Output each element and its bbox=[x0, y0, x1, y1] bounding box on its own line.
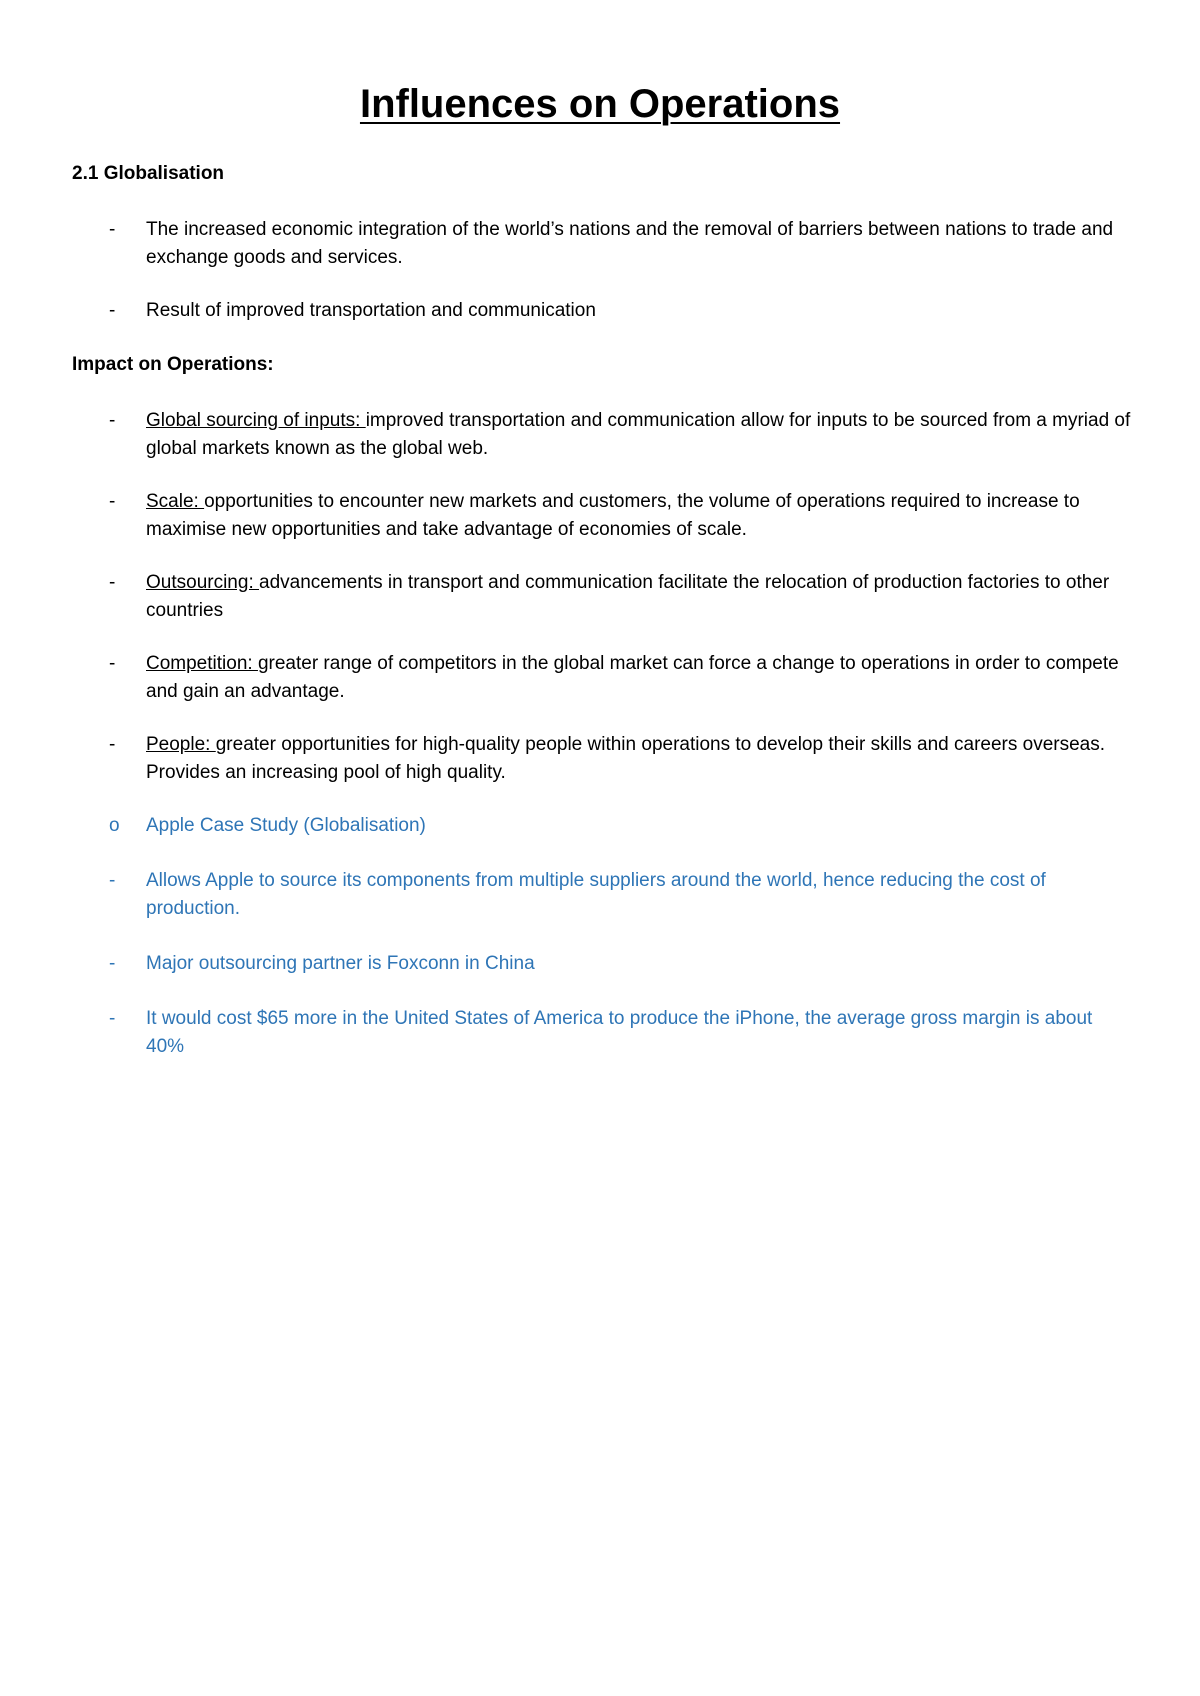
list-item bbox=[72, 569, 1132, 625]
list-item-text: improved transportation and communication allow for inputs to be sourced from a myriad of global markets known as the global web. bbox=[146, 410, 1131, 459]
list-item-term: People: bbox=[146, 734, 216, 755]
dash-bullet: - bbox=[109, 410, 116, 431]
list-item-text: opportunities to encounter new markets and customers, the volume of operations required to increase to maximise new opportunities and take advantage of economies of scale. bbox=[146, 491, 1080, 540]
list-item bbox=[72, 1005, 1132, 1061]
list-item-text: Allows Apple to source its components from multiple suppliers around the world, hence reducing the cost of production. bbox=[146, 870, 1046, 919]
list-item-text: Major outsourcing partner is Foxconn in China bbox=[146, 953, 535, 974]
list-item bbox=[72, 731, 1132, 787]
dash-bullet: - bbox=[109, 653, 116, 674]
circle-bullet: o bbox=[109, 815, 120, 836]
list-item-term: Competition: bbox=[146, 653, 258, 674]
list-item-term: Global sourcing of inputs: bbox=[146, 410, 366, 431]
dash-bullet: - bbox=[109, 219, 116, 240]
impact-heading: Impact on Operations: bbox=[72, 354, 274, 375]
list-item-text: The increased economic integration of the world’s nations and the removal of barriers between nations to trade and exchange goods and services. bbox=[146, 219, 1114, 268]
list-item-term: Outsourcing: bbox=[146, 572, 259, 593]
section-heading: 2.1 Globalisation bbox=[72, 163, 225, 184]
list-item-text: advancements in transport and communication facilitate the relocation of production factories to other countries bbox=[146, 572, 1110, 621]
list-item-text: Result of improved transportation and communication bbox=[146, 300, 596, 321]
list-item bbox=[72, 407, 1132, 463]
dash-bullet: - bbox=[109, 1008, 116, 1029]
case-study-title: Apple Case Study (Globalisation) bbox=[146, 815, 426, 836]
list-item-text: It would cost $65 more in the United States of America to produce the iPhone, the average gross margin is about 40% bbox=[146, 1008, 1093, 1057]
list-item-text: greater range of competitors in the global market can force a change to operations in order to compete and gain an advantage. bbox=[146, 653, 1119, 702]
dash-bullet: - bbox=[109, 300, 116, 321]
list-item bbox=[72, 216, 1132, 272]
list-item bbox=[72, 867, 1132, 923]
list-item bbox=[72, 488, 1132, 544]
dash-bullet: - bbox=[109, 491, 116, 512]
page-title: Influences on Operations bbox=[359, 82, 841, 126]
dash-bullet: - bbox=[109, 953, 116, 974]
dash-bullet: - bbox=[109, 870, 116, 891]
list-item bbox=[72, 297, 1132, 325]
list-item bbox=[72, 950, 1132, 978]
list-item-text: greater opportunities for high-quality people within operations to develop their skills and careers overseas. Provides an increasing pool of high quality. bbox=[146, 734, 1106, 783]
case-study-heading bbox=[72, 812, 1132, 840]
dash-bullet: - bbox=[109, 572, 116, 593]
dash-bullet: - bbox=[109, 734, 116, 755]
list-item-term: Scale: bbox=[146, 491, 205, 512]
list-item bbox=[72, 650, 1132, 706]
